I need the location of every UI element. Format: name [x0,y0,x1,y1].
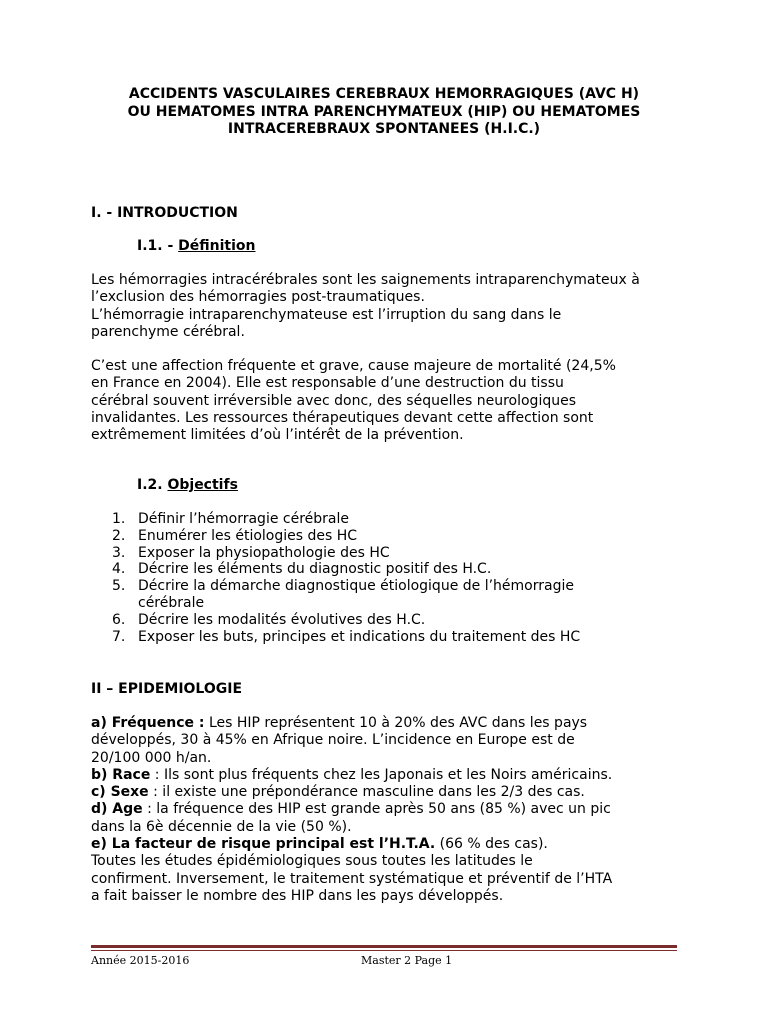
subsection-title: Définition [178,238,256,254]
list-number: 5. [112,578,126,595]
list-number: 6. [112,611,126,628]
list-item [112,561,580,578]
list-text: Exposer les buts, principes et indications du traitement des HC [138,628,581,645]
epidemiology-paragraph [91,715,612,905]
list-item [112,629,580,646]
text-line: l’exclusion des hémorragies post-traumatiques. [91,289,425,306]
list-text: cérébrale [138,594,205,611]
text-line: développés, 30 à 45% en Afrique noire. L’incidence en Europe est de [91,732,575,749]
subsection-number: I.2. [137,477,168,493]
text-line: invalidantes. Les ressources thérapeutiques devant cette affection sont [91,409,594,426]
text-line: extrêmement limitées d’où l’intérêt de la prévention. [91,427,464,444]
list-item [112,545,580,562]
text-line [91,715,612,732]
text-line: confirment. Inversement, le traitement systématique et préventif de l’HTA [91,870,613,887]
list-text: Définir l’hémorragie cérébrale [138,511,349,527]
text-segment: : Ils sont plus fréquents chez les Japonais et les Noirs américains. [150,766,613,783]
text-segment: : la fréquence des HIP est grande après 50 ans (85 %) avec un pic [142,801,611,818]
list-item [112,511,580,528]
subsection-heading-objectifs [137,477,238,493]
text-line [91,784,612,801]
text-line: Toutes les études épidémiologiques sous toutes les latitudes le [91,853,533,870]
document-title [80,86,688,139]
text-line: cérébral souvent irréversible avec donc, des séquelles neurologiques [91,392,576,409]
text-line: Les hémorragies intracérébrales sont les saignements intraparenchymateux à [91,272,640,288]
list-number: 1. [112,511,126,527]
list-item [112,612,580,629]
list-text: Exposer la physiopathologie des HC [138,544,390,561]
section-heading-introduction: I. - INTRODUCTION [91,205,238,221]
text-segment: : il existe une prépondérance masculine dans les 2/3 des cas. [148,784,585,801]
subsection-heading-definition [137,238,256,254]
list-number: 3. [112,544,126,561]
footer-divider-thin [91,950,677,951]
list-number: 7. [112,628,126,645]
text-line: a fait baisser le nombre des HIP dans les pays développés. [91,887,504,904]
text-line: L’hémorragie intraparenchymateuse est l’irruption du sang dans le [91,306,562,323]
definition-paragraph [91,272,640,341]
list-number: 2. [112,527,126,544]
subsection-number: I.1. - [137,238,179,254]
text-line: 20/100 000 h/an. [91,749,212,766]
list-text: Décrire les modalités évolutives des H.C. [138,611,426,628]
label-frequence: a) Fréquence : [91,715,205,731]
text-segment: Les HIP représentent 10 à 20% des AVC dans les pays [204,715,588,731]
text-line [91,767,612,784]
list-text: Enumérer les étiologies des HC [138,527,358,544]
label-age: d) Age [91,801,143,818]
title-line: ACCIDENTS VASCULAIRES CEREBRAUX HEMORRAGIQUES (AVC H) [128,86,640,102]
text-segment: (66 % des cas). [435,836,548,853]
text-line: parenchyme cérébral. [91,323,245,340]
text-line: dans la 6è décennie de la vie (50 %). [91,818,352,835]
title-line: OU HEMATOMES INTRA PARENCHYMATEUX (HIP) OU HEMATOMES [127,103,641,120]
list-text: Décrire la démarche diagnostique étiologique de l’hémorragie [138,578,574,595]
text-line: C’est une affection fréquente et grave, cause majeure de mortalité (24,5% [91,358,616,374]
list-number: 4. [112,561,126,578]
text-line [91,801,612,818]
footer-page-number: Master 2 Page 1 [361,954,453,967]
list-item [112,578,580,612]
label-race: b) Race [91,766,151,783]
list-text: Décrire les éléments du diagnostic positif des H.C. [138,561,492,578]
title-line: INTRACEREBRAUX SPONTANEES (H.I.C.) [227,121,541,137]
label-facteur-risque: e) La facteur de risque principal est l’H.T.A. [91,836,436,853]
subsection-title: Objectifs [167,477,238,493]
label-sexe: c) Sexe [91,784,149,801]
footer-year: Année 2015-2016 [91,954,190,967]
objectives-list [112,511,580,645]
definition-paragraph-2 [91,358,616,444]
text-line: en France en 2004). Elle est responsable d’une destruction du tissu [91,375,564,392]
text-line [91,836,612,853]
footer-divider [91,945,677,948]
section-heading-epidemiologie: II – EPIDEMIOLOGIE [91,681,243,697]
list-item [112,528,580,545]
